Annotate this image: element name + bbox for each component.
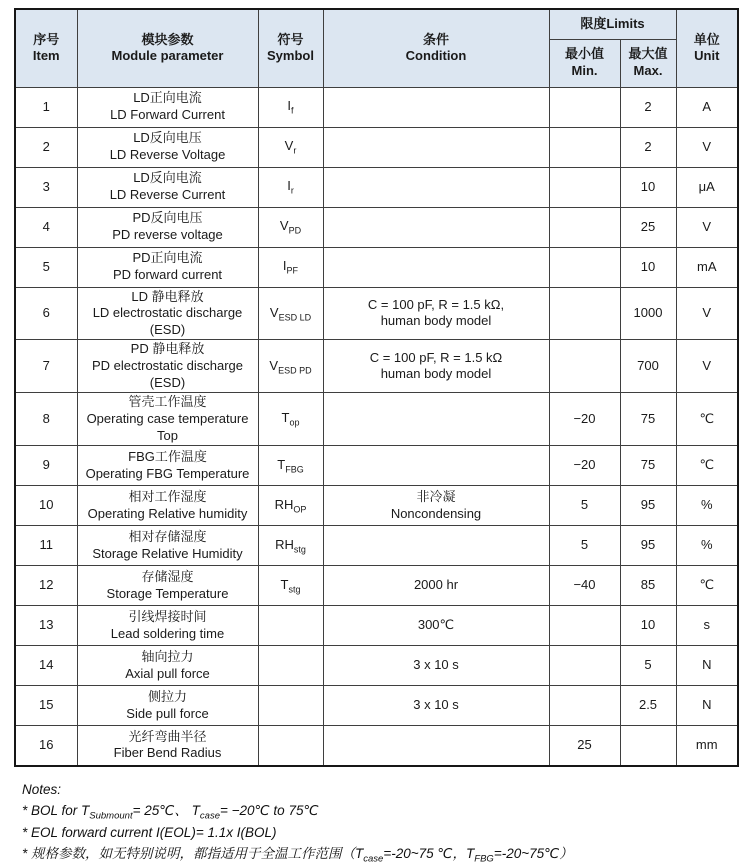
unit-value: μA (698, 178, 715, 194)
max-value: 85 (640, 577, 656, 593)
table-row (15, 726, 738, 766)
cell-condition (323, 566, 549, 606)
parameter-zh: 存储湿度 (141, 569, 194, 584)
min-value: 5 (580, 537, 589, 553)
header-condition-zh: 条件 (422, 31, 449, 47)
cell-unit (676, 247, 738, 287)
min-value: −20 (573, 457, 596, 473)
notes-section (22, 779, 753, 865)
header-parameter (77, 9, 258, 87)
cell-parameter (77, 726, 258, 766)
note3-text: =-20~75 ℃，T (383, 846, 475, 862)
cell-condition (323, 393, 549, 446)
cell-unit (676, 646, 738, 686)
min-value: 5 (580, 497, 589, 513)
min-value: −40 (573, 577, 596, 593)
cell-symbol (258, 526, 323, 566)
table-row (15, 127, 738, 167)
parameter-zh: LD反向电压 (133, 130, 202, 146)
item-number: 10 (39, 497, 54, 513)
parameter-zh: 轴向拉力 (141, 649, 194, 664)
cell-condition (323, 446, 549, 486)
cell-unit (676, 393, 738, 446)
parameter-zh: 侧拉力 (147, 689, 187, 704)
cell-max (620, 606, 676, 646)
cell-symbol (258, 726, 323, 766)
cell-symbol (258, 686, 323, 726)
header-unit-zh: 单位 (693, 31, 720, 47)
cell-max (620, 393, 676, 446)
symbol-subscript: FBG (285, 464, 304, 475)
item-number: 12 (39, 577, 54, 593)
header-symbol-zh: 符号 (277, 31, 304, 47)
symbol-base: T (277, 456, 286, 472)
min-value: −20 (573, 410, 596, 426)
unit-value: ℃ (699, 457, 715, 473)
table-row (15, 340, 738, 393)
cell-parameter (77, 287, 258, 340)
cell-item (15, 287, 77, 340)
cell-item (15, 167, 77, 207)
item-number: 9 (42, 457, 50, 473)
cell-max (620, 446, 676, 486)
cell-condition (323, 127, 549, 167)
symbol-base: V (269, 304, 279, 320)
cell-min (549, 646, 620, 686)
item-number: 11 (39, 537, 53, 553)
note3-text: * 规格参数，如无特别说明，都指适用于全温工作范围（T (22, 846, 364, 862)
condition-line-1: 2000 hr (413, 577, 459, 593)
cell-parameter (77, 340, 258, 393)
cell-max (620, 566, 676, 606)
symbol-subscript: stg (293, 544, 306, 555)
cell-parameter (77, 87, 258, 127)
cell-min (549, 686, 620, 726)
cell-max (620, 127, 676, 167)
table-row (15, 606, 738, 646)
cell-min (549, 207, 620, 247)
unit-value: N (702, 657, 712, 673)
symbol-base: V (279, 218, 289, 234)
max-value: 75 (640, 457, 656, 473)
parameter-en: Operating FBG Temperature (85, 465, 250, 481)
cell-condition (323, 486, 549, 526)
symbol-subscript: r (293, 145, 297, 156)
table-row (15, 486, 738, 526)
parameter-zh: 相对存储湿度 (128, 529, 207, 544)
table-row (15, 446, 738, 486)
symbol-subscript: PD (288, 225, 302, 236)
note3-sub-case: case (363, 854, 384, 865)
cell-item (15, 393, 77, 446)
header-item-en: Item (32, 48, 60, 64)
item-number: 14 (39, 657, 54, 673)
condition-line-1: 3 x 10 s (413, 657, 459, 673)
header-limits: 限度Limits (549, 9, 676, 39)
unit-value: V (702, 305, 712, 321)
cell-item (15, 340, 77, 393)
cell-unit (676, 486, 738, 526)
max-value: 2.5 (638, 697, 658, 713)
cell-unit (676, 340, 738, 393)
cell-symbol (258, 606, 323, 646)
cell-symbol (258, 167, 323, 207)
cell-condition (323, 526, 549, 566)
condition-line-1: C = 100 pF, R = 1.5 kΩ (369, 349, 503, 365)
header-unit-en: Unit (694, 48, 720, 64)
cell-parameter (77, 606, 258, 646)
cell-max (620, 287, 676, 340)
cell-min (549, 606, 620, 646)
cell-parameter (77, 486, 258, 526)
cell-item (15, 606, 77, 646)
cell-parameter (77, 247, 258, 287)
max-value: 2 (644, 98, 652, 114)
parameter-en: Side pull force (126, 705, 209, 721)
cell-max (620, 340, 676, 393)
parameter-en: Lead soldering time (110, 625, 225, 641)
cell-symbol (258, 566, 323, 606)
cell-unit (676, 566, 738, 606)
item-number: 16 (39, 737, 54, 753)
header-symbol-en: Symbol (267, 48, 314, 64)
unit-value: % (700, 537, 713, 553)
cell-item (15, 726, 77, 766)
header-condition (323, 9, 549, 87)
max-value: 1000 (633, 305, 663, 321)
condition-line-2: Noncondensing (390, 505, 482, 521)
item-number: 7 (42, 358, 50, 373)
condition-line-1: C = 100 pF, R = 1.5 kΩ, (367, 296, 505, 312)
max-value: 700 (637, 358, 659, 373)
table-row (15, 167, 738, 207)
cell-parameter (77, 207, 258, 247)
parameter-en: LD Forward Current (110, 107, 225, 122)
symbol-subscript: r (290, 185, 294, 196)
symbol-base: T (281, 410, 290, 426)
cell-unit (676, 167, 738, 207)
symbol-base: V (269, 357, 279, 373)
parameter-zh: LD反向电流 (133, 170, 202, 186)
parameter-en: Storage Temperature (106, 585, 229, 601)
cell-parameter (77, 167, 258, 207)
cell-unit (676, 87, 738, 127)
cell-symbol (258, 486, 323, 526)
cell-max (620, 207, 676, 247)
condition-line-1: 300℃ (417, 617, 455, 633)
header-max (620, 39, 676, 87)
cell-symbol (258, 207, 323, 247)
symbol-base: V (284, 138, 294, 154)
unit-value: % (700, 497, 713, 513)
table-row (15, 646, 738, 686)
parameter-en: PD forward current (112, 267, 223, 282)
header-unit (676, 9, 738, 87)
parameter-zh: LD正向电流 (133, 90, 202, 106)
unit-value: ℃ (699, 410, 715, 426)
cell-item (15, 686, 77, 726)
cell-min (549, 393, 620, 446)
unit-value: s (703, 617, 711, 633)
header-item-zh: 序号 (33, 31, 60, 47)
table-header (15, 9, 738, 87)
header-symbol (258, 9, 323, 87)
cell-parameter (77, 393, 258, 446)
parameter-en: Axial pull force (125, 665, 210, 681)
cell-parameter (77, 646, 258, 686)
cell-symbol (258, 446, 323, 486)
cell-min (549, 566, 620, 606)
cell-max (620, 526, 676, 566)
cell-item (15, 526, 77, 566)
parameter-en: PD reverse voltage (112, 227, 223, 242)
header-min-en: Min. (571, 63, 598, 78)
table-row (15, 287, 738, 340)
cell-unit (676, 207, 738, 247)
item-number: 2 (42, 138, 50, 154)
parameter-zh: PD反向电压 (132, 210, 203, 226)
cell-item (15, 446, 77, 486)
header-parameter-zh: 模块参数 (141, 31, 194, 47)
symbol-base: RH (274, 496, 294, 512)
item-number: 3 (42, 178, 50, 194)
condition-line-1: 非冷凝 (416, 489, 456, 504)
absolute-maximum-ratings-table (14, 8, 739, 767)
condition-line-2: human body model (380, 313, 492, 329)
cell-min (549, 127, 620, 167)
unit-value: mA (697, 258, 717, 274)
item-number: 5 (42, 258, 50, 274)
table-row (15, 566, 738, 606)
cell-item (15, 247, 77, 287)
item-number: 13 (39, 617, 54, 633)
header-min (549, 39, 620, 87)
unit-value: V (702, 358, 712, 373)
max-value: 75 (640, 410, 656, 426)
unit-value: A (702, 98, 712, 114)
parameter-zh: PD正向电流 (132, 250, 203, 266)
unit-value: V (702, 138, 712, 154)
cell-condition (323, 87, 549, 127)
note-line-1 (22, 800, 753, 822)
parameter-en: LD electrostatic discharge (ESD) (92, 305, 243, 337)
parameter-en: LD Reverse Voltage (109, 147, 226, 162)
condition-line-1: 3 x 10 s (413, 697, 459, 713)
cell-condition (323, 606, 549, 646)
max-value: 95 (640, 497, 656, 513)
max-value: 2 (644, 138, 652, 154)
max-value: 25 (640, 218, 656, 234)
parameter-zh: 光纤弯曲半径 (128, 728, 207, 744)
cell-max (620, 87, 676, 127)
parameter-en: Storage Relative Humidity (92, 545, 243, 561)
cell-condition (323, 726, 549, 766)
cell-symbol (258, 247, 323, 287)
cell-condition (323, 207, 549, 247)
symbol-subscript: OP (293, 504, 307, 515)
table-row (15, 686, 738, 726)
table-row (15, 526, 738, 566)
note1-text: = 25℃、 T (132, 803, 200, 819)
note3-text: =-20~75℃） (493, 846, 573, 862)
cell-unit (676, 726, 738, 766)
symbol-subscript: ESD PD (278, 365, 312, 376)
note-line-2: * EOL forward current I(EOL)= 1.1x I(BOL) (22, 824, 277, 840)
cell-parameter (77, 526, 258, 566)
cell-min (549, 726, 620, 766)
item-number: 1 (42, 98, 50, 114)
symbol-base: T (280, 576, 289, 592)
item-number: 6 (42, 305, 50, 321)
cell-min (549, 167, 620, 207)
cell-parameter (77, 127, 258, 167)
unit-value: N (702, 697, 712, 713)
cell-symbol (258, 87, 323, 127)
parameter-en: Operating Relative humidity (87, 505, 248, 521)
unit-value: mm (695, 737, 718, 753)
note3-sub-fbg: FBG (474, 854, 494, 865)
cell-item (15, 486, 77, 526)
cell-symbol (258, 646, 323, 686)
cell-max (620, 167, 676, 207)
max-value: 95 (640, 537, 656, 553)
header-max-en: Max. (633, 63, 663, 78)
cell-min (549, 87, 620, 127)
cell-symbol (258, 127, 323, 167)
header-condition-en: Condition (405, 48, 467, 64)
cell-max (620, 247, 676, 287)
parameter-en: Operating case temperature Top (86, 410, 249, 443)
item-number: 15 (39, 697, 54, 713)
cell-symbol (258, 340, 323, 393)
cell-parameter (77, 686, 258, 726)
cell-condition (323, 287, 549, 340)
condition-line-2: human body model (380, 366, 492, 382)
cell-item (15, 207, 77, 247)
cell-item (15, 566, 77, 606)
cell-min (549, 486, 620, 526)
symbol-base: RH (275, 536, 294, 552)
table-row (15, 247, 738, 287)
parameter-zh: PD 静电释放 (130, 341, 205, 357)
cell-condition (323, 247, 549, 287)
cell-symbol (258, 287, 323, 340)
parameter-en: PD electrostatic discharge (ESD) (91, 358, 243, 390)
cell-item (15, 87, 77, 127)
note1-sub-case: case (199, 810, 220, 822)
table-body (15, 87, 738, 766)
cell-unit (676, 446, 738, 486)
cell-item (15, 127, 77, 167)
symbol-base: I (287, 178, 291, 194)
cell-min (549, 526, 620, 566)
cell-max (620, 646, 676, 686)
note-line-3 (22, 843, 753, 865)
cell-parameter (77, 566, 258, 606)
cell-max (620, 486, 676, 526)
symbol-subscript: stg (288, 584, 301, 595)
cell-unit (676, 526, 738, 566)
cell-unit (676, 287, 738, 340)
max-value: 10 (640, 617, 656, 633)
cell-unit (676, 127, 738, 167)
cell-max (620, 686, 676, 726)
symbol-subscript: ESD LD (278, 312, 312, 323)
symbol-base: I (287, 98, 292, 114)
cell-unit (676, 606, 738, 646)
cell-min (549, 287, 620, 340)
note1-text: * BOL for T (22, 803, 90, 819)
max-value: 10 (640, 178, 656, 194)
cell-parameter (77, 446, 258, 486)
max-value: 10 (640, 258, 656, 274)
parameter-zh: LD 静电释放 (131, 288, 204, 304)
header-min-zh: 最小值 (564, 46, 604, 62)
min-value: 25 (577, 737, 592, 753)
cell-unit (676, 686, 738, 726)
symbol-base: I (282, 258, 287, 274)
parameter-zh: 相对工作湿度 (128, 489, 207, 504)
unit-value: V (702, 218, 712, 234)
parameter-zh: FBG工作温度 (128, 449, 207, 464)
table-row (15, 87, 738, 127)
max-value: 5 (644, 657, 652, 673)
cell-min (549, 446, 620, 486)
item-number: 4 (42, 218, 50, 234)
cell-condition (323, 340, 549, 393)
cell-min (549, 247, 620, 287)
item-number: 8 (42, 410, 50, 426)
symbol-subscript: PF (286, 265, 299, 276)
parameter-zh: 管壳工作温度 (128, 394, 207, 410)
parameter-en: LD Reverse Current (109, 187, 226, 202)
cell-item (15, 646, 77, 686)
notes-title: Notes: (22, 781, 62, 797)
cell-condition (323, 167, 549, 207)
symbol-subscript: f (291, 105, 294, 116)
symbol-subscript: op (289, 417, 300, 428)
header-row-1 (15, 9, 738, 39)
parameter-en: Fiber Bend Radius (113, 745, 222, 761)
header-max-zh: 最大值 (628, 46, 668, 62)
header-parameter-en: Module parameter (111, 48, 224, 64)
header-item (15, 9, 77, 87)
unit-value: ℃ (699, 577, 715, 593)
note1-text: = −20℃ to 75℃ (219, 803, 319, 819)
table-row (15, 393, 738, 446)
cell-symbol (258, 393, 323, 446)
note1-sub-submount: Submount (89, 810, 133, 822)
cell-min (549, 340, 620, 393)
table-row (15, 207, 738, 247)
cell-max (620, 726, 676, 766)
cell-condition (323, 686, 549, 726)
cell-condition (323, 646, 549, 686)
parameter-zh: 引线焊接时间 (128, 609, 207, 624)
